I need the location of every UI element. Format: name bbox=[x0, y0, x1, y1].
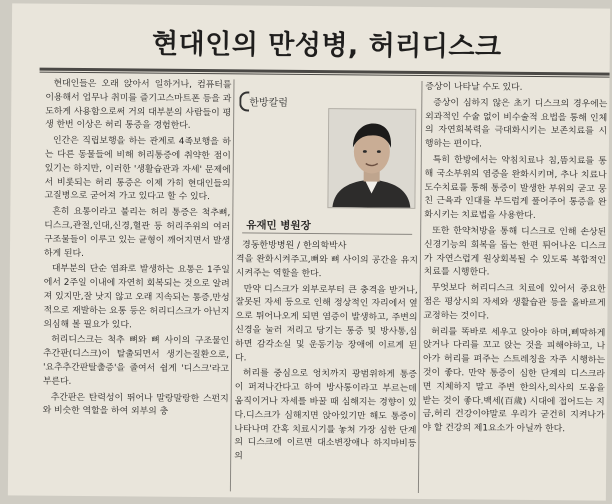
column-tag: 한방칼럼 bbox=[249, 93, 288, 108]
paragraph: 증상이 나타날 수도 있다. bbox=[425, 82, 523, 93]
paragraph: 인간은 직립보행을 하는 관계로 4족보행을 하는 다른 동물들에 비해 허리통증에 취약한 점이 있기는 하지만, 이러한 '생활습관과 자세' 문제에서 비롯되는 허리 통증은 이제 가히 현대인들의 고질병으로 굳어져 가고 있다고 할 수 있다. bbox=[44, 135, 231, 203]
paragraph: 대부분의 단순 염좌로 발생하는 요통은 1주일에서 2주일 이내에 자연히 회복되는 것으로 알려져 있지만,잘 낫지 않고 오래 지속되는 통증,만성적으로 재발하는 요통 등은 허리디스크가 아닌지 의심해 볼 필요가 있다. bbox=[43, 264, 230, 331]
newspaper-page bbox=[8, 3, 610, 500]
author-photo bbox=[327, 108, 416, 209]
paragraph: 만약 디스크가 외부로부터 큰 충격을 받거나,잘못된 자세 등으로 인해 정상적인 자리에서 옆으로 튀어나오게 되면 염증이 발생하고, 주변의 신경을 눌러 저리고 당기는 통증 및 방사통,심하면 감각소실 및 운동기능 장애에 이르게 된다. bbox=[235, 284, 418, 364]
paragraph: 허리디스크는 척추 뼈와 뼈 사이의 구조물인 추간판(디스크)이 탈출되면서 생기는질환으로, '요추추간판탈출증'을 줄여서 쉽게 '디스크'라고 부른다. bbox=[42, 335, 230, 387]
paragraph: 추간판은 탄력성이 뛰어나 말랑말랑한 스펀지와 비슷한 역할을 하여 외부의 충 bbox=[42, 392, 229, 418]
paragraph: 허리를 똑바로 세우고 앉아야 하며,삐딱하게 앉거나 다리를 꼬고 앉는 것을 피해야하고, 나아가 허리를 펴주는 스트레칭을 자주 시행하는 것이 좋다. 만약 통증이 심한 단계의 디스크라면 지체하지 말고 주변 한의사,의사의 도움을 받는 것이 좋다.백세(百歲) 시대에 접어드는 지금,허리 건강이야말로 우리가 굳건히 지켜나가야 할 건강의 제1요소가 아닐까 한다. bbox=[422, 326, 606, 435]
paragraph: 또한 한약처방을 통해 디스크로 인해 손상된 신경기능의 회복을 돕는 한편 튀어나온 디스크가 자연스럽게 원상회복될 수 있도록 복합적인 치료를 시행한다. bbox=[423, 226, 607, 278]
author-portrait-icon bbox=[328, 109, 415, 208]
article-column-3 bbox=[422, 81, 608, 495]
paragraph: 허리를 중심으로 엉치까지 광범위하게 통증이 퍼져나간다고 하여 방사통이라고 부르는데 움직이거나 자세를 바꿀 때 심해지는 경향이 있다.디스크가 심해지면 앉아있기만 해도 통증이 나타나며 간혹 치료시기를 놓쳐 가장 심한 단계의 디스크에 이르면 대소변장애나 하지마비등의 bbox=[234, 368, 417, 462]
author-name: 유재민 병원장 bbox=[246, 219, 311, 233]
paragraph: 특히 한방에서는 약침치료나 침,뜸치료를 통해 국소부위의 염증을 완화시키며, 추나 치료나 도수치료를 통해 통증이 발생한 부위의 굳고 뭉친 근육과 인대를 부드럽게 풀어주어 통증을 완화시키는 치료법을 사용한다. bbox=[424, 155, 607, 222]
paragraph: 격을 완화시켜주고,뼈와 뼈 사이의 공간을 유지시켜주는 역할을 한다. bbox=[235, 254, 418, 279]
author-affiliation: 경동한방병원 / 한의학박사 bbox=[242, 240, 347, 252]
article-column-2 bbox=[234, 253, 418, 495]
article-column-1 bbox=[42, 78, 232, 492]
paragraph: 무엇보다 허리디스크 치료에 있어서 중요한 점은 평상시의 자세와 생활습관 등을 올바르게 교정하는 것이다. bbox=[423, 283, 606, 322]
affiliation-rule bbox=[242, 232, 412, 234]
paragraph: 흔히 요통이라고 불리는 허리 통증은 척추뼈,디스크,관절,인대,신경,혈관 등 허리주위의 여러 구조물들이 이루고 있는 균형이 깨어지면서 발생하게 된다. bbox=[43, 206, 231, 259]
article-title: 현대인의 만성병, 허리디스크 bbox=[151, 28, 502, 63]
paragraph: 증상이 심하지 않은 초기 디스크의 경우에는 외과적인 수술 없이 비수술적 요법을 통해 인체의 자연회복력을 극대화시키는 보존치료를 시행하는 편이다. bbox=[424, 97, 608, 150]
paragraph: 현대인들은 오래 앉아서 일하거나, 컴퓨터를 이용해서 업무나 취미를 즐기고스마트폰 등을 과도하게 사용함으로써 거의 대부분의 사람들이 평생 한번 이상은 허리 통증을 경험한다. bbox=[45, 78, 232, 132]
